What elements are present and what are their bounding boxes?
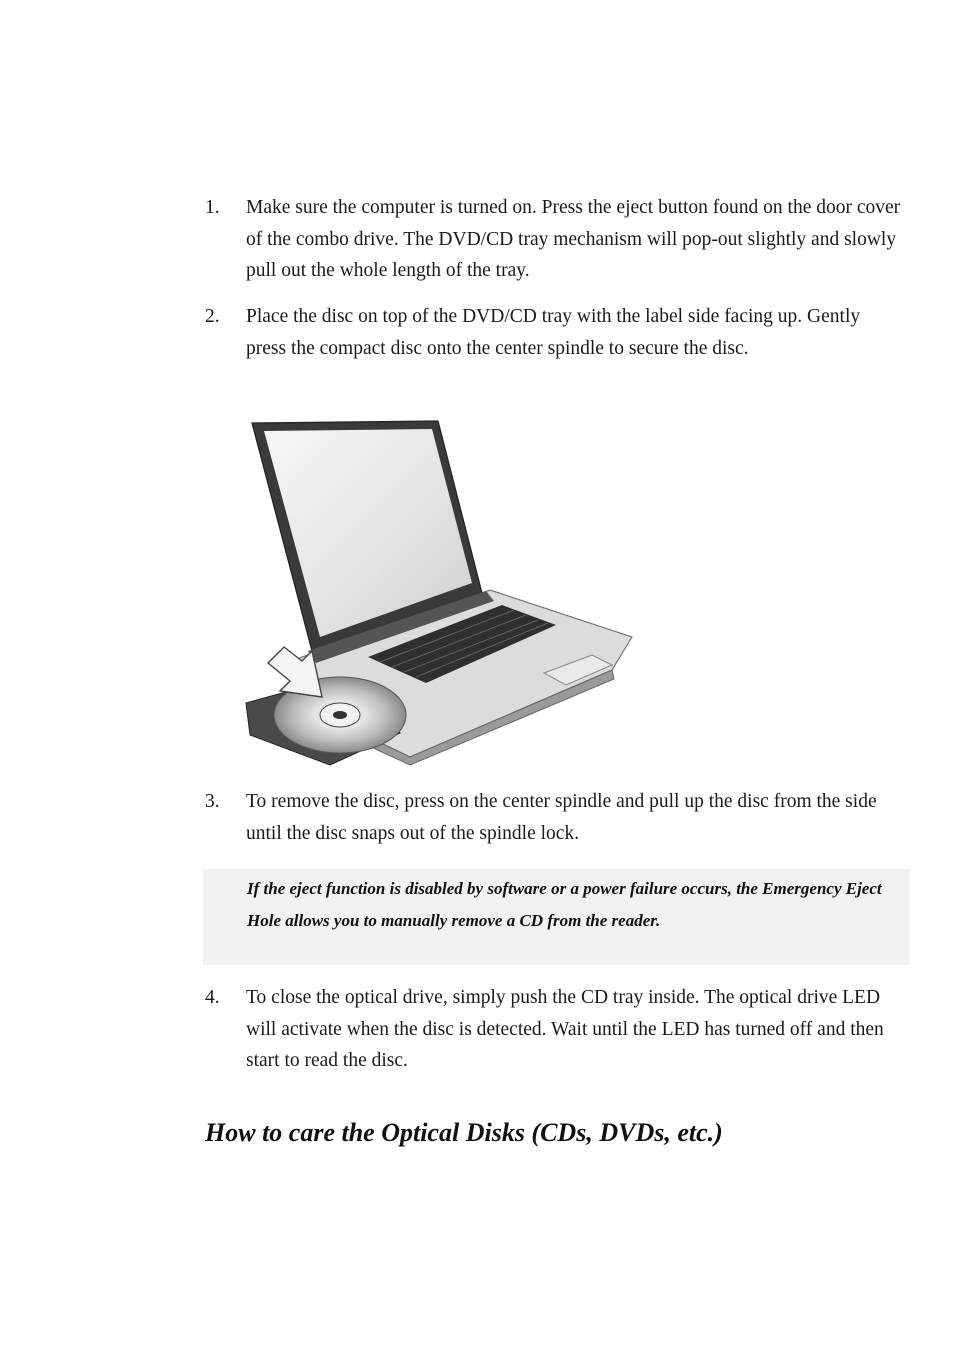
step-2 [205,301,905,364]
section-heading: How to care the Optical Disks (CDs, DVDs, etc.) [205,1118,723,1147]
step-4 [205,982,905,1077]
note-text: If the eject function is disabled by software or a power failure occurs, the Emergency Eject Hole allows you to manually remove a CD from the reader. [247,879,882,930]
step-number: 3. [205,791,220,812]
step-1 [205,192,905,287]
step-text: To close the optical drive, simply push the CD tray inside. The optical drive LED will activate when the disc is detected. Wait until the LED has turned off and then start to read the disc. [246,987,884,1071]
step-number: 1. [205,197,220,218]
step-text: To remove the disc, press on the center spindle and pull up the disc from the side until the disc snaps out of the spindle lock. [246,791,877,844]
step-text: Place the disc on top of the DVD/CD tray with the label side facing up. Gently press the compact disc onto the center spindle to secure the disc. [246,306,861,359]
step-number: 2. [205,306,220,327]
step-3 [205,786,905,849]
laptop-disc-illustration [240,415,640,770]
step-number: 4. [205,987,220,1008]
step-text: Make sure the computer is turned on. Press the eject button found on the door cover of the combo drive. The DVD/CD tray mechanism will pop-out slightly and slowly pull out the whole length of the tray. [246,197,901,281]
note-box [203,869,910,965]
